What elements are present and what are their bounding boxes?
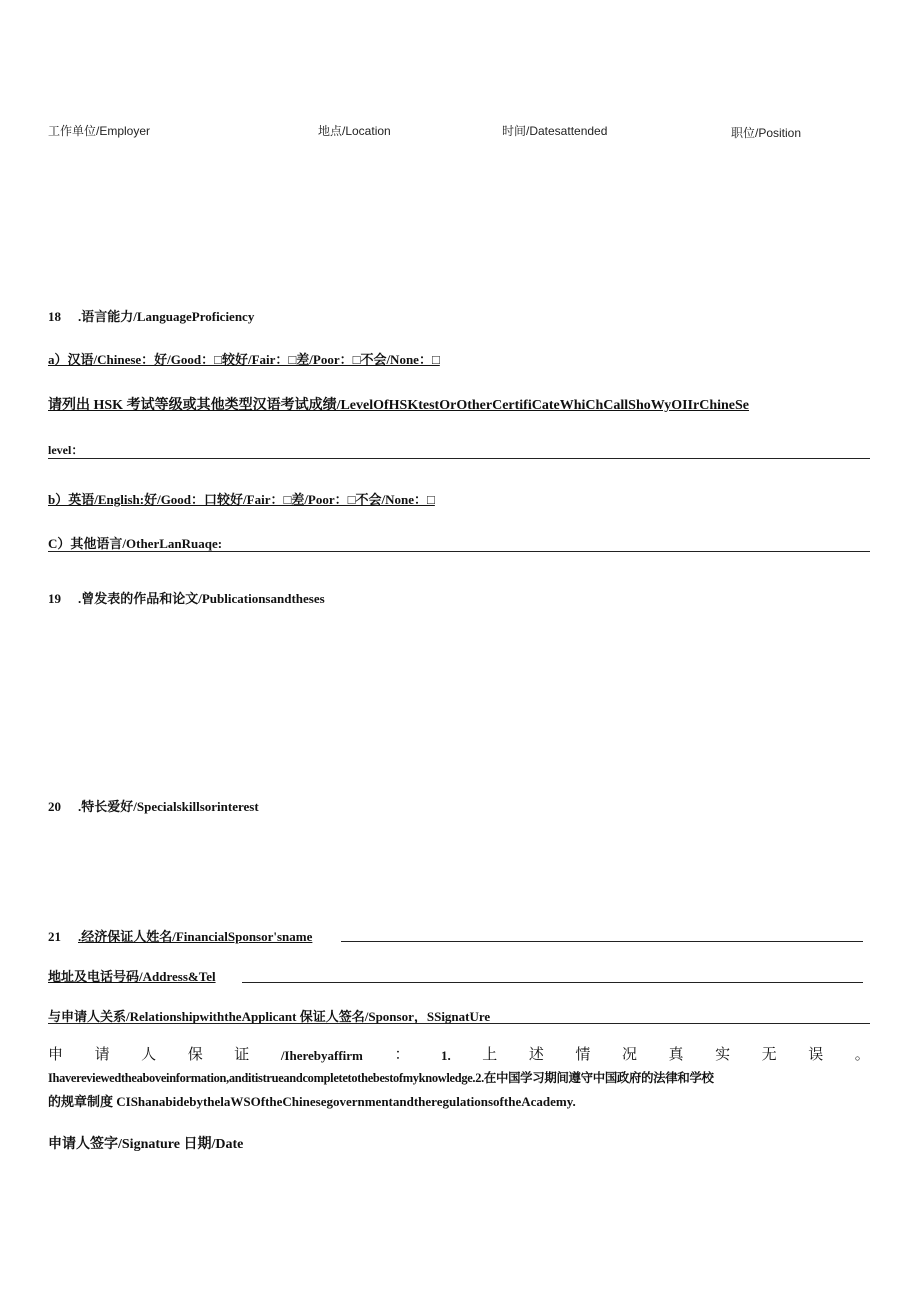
section-19-heading (48, 588, 325, 607)
dates-column-header: 时间/Datesattended (502, 124, 608, 138)
relationship-signature-label: 与申请人关系/RelationshipwiththeApplicant 保证人签名/Sponsor，SSignatUre (48, 1009, 491, 1024)
section-number: 18 (48, 309, 61, 324)
affirmation-line-3: 的规章制度 CIShanabidebythelaWSOftheChinesegovernmentandtheregulationsoftheAcademy. (48, 1094, 576, 1109)
affirm-char: ： (394, 1047, 410, 1063)
affirm-char: 申 (48, 1047, 64, 1063)
level-label: level： (48, 443, 84, 457)
affirm-char: 实 (715, 1047, 731, 1063)
position-column-header: 职位/Position (731, 126, 802, 140)
affirmation-first-line (48, 1044, 870, 1067)
affirm-char: 证 (234, 1047, 250, 1063)
address-tel-answer-line[interactable] (242, 982, 863, 983)
section-20-heading (48, 796, 259, 815)
affirm-char: 保 (187, 1047, 203, 1063)
affirm-char: 。 (854, 1047, 870, 1063)
affirm-char: 真 (668, 1047, 684, 1063)
level-answer-line[interactable] (48, 458, 870, 459)
other-language-label: C）其他语言/OtherLanRuaqe: (48, 536, 223, 551)
english-proficiency-line[interactable]: b）英语/English:好/Good：口较好/Fair：□差/Poor：□不会/None：□ (48, 492, 435, 507)
affirm-number: 1. (441, 1048, 451, 1063)
affirm-char: 上 (482, 1047, 498, 1063)
section-number: 20 (48, 799, 61, 814)
section-21-heading (48, 926, 312, 945)
location-column-header: 地点/Location (318, 124, 391, 138)
section-number: 19 (48, 591, 61, 606)
section-title: .曾发表的作品和论文/Publicationsandtheses (78, 591, 325, 606)
section-18-heading (48, 306, 254, 325)
other-language-answer-line[interactable] (48, 551, 870, 552)
affirm-char: 情 (575, 1047, 591, 1063)
affirmation-paragraph (48, 1044, 870, 1113)
affirm-word: /Iherebyaffirm (280, 1048, 363, 1063)
affirm-char: 请 (94, 1047, 110, 1063)
chinese-proficiency-line[interactable]: a）汉语/Chinese：好/Good：□较好/Fair：□差/Poor：□不会/None：□ (48, 352, 440, 367)
relationship-answer-line[interactable] (48, 1023, 870, 1024)
employer-column-header: 工作单位/Employer (48, 124, 151, 138)
affirm-char: 况 (621, 1047, 637, 1063)
section-title: .语言能力/LanguageProficiency (78, 309, 255, 324)
hsk-level-prompt: 请列出 HSK 考试等级或其他类型汉语考试成绩/LevelOfHSKtestOrOtherCertifiCateWhiChCallShoWyOIIrChineSe (48, 398, 750, 413)
section-title: .特长爱好/Specialskillsorinterest (78, 799, 259, 814)
sponsor-name-label: .经济保证人姓名/FinancialSponsor'sname (78, 929, 313, 944)
affirm-char: 述 (528, 1047, 544, 1063)
affirm-char: 无 (761, 1047, 777, 1063)
affirm-char: 误 (808, 1047, 824, 1063)
address-tel-label: 地址及电话号码/Address&Tel (48, 969, 216, 984)
affirm-char: 人 (141, 1047, 157, 1063)
section-number: 21 (48, 929, 61, 944)
sponsor-name-answer-line[interactable] (341, 941, 863, 942)
applicant-signature-date-label: 申请人签字/Signature 日期/Date (48, 1137, 244, 1152)
affirmation-line-2: Ihavereviewedtheaboveinformation,anditistrueandcompletetothebestofmyknowledge.2.在中国学习期间遵守中国政府的法律和学校 (48, 1071, 714, 1085)
